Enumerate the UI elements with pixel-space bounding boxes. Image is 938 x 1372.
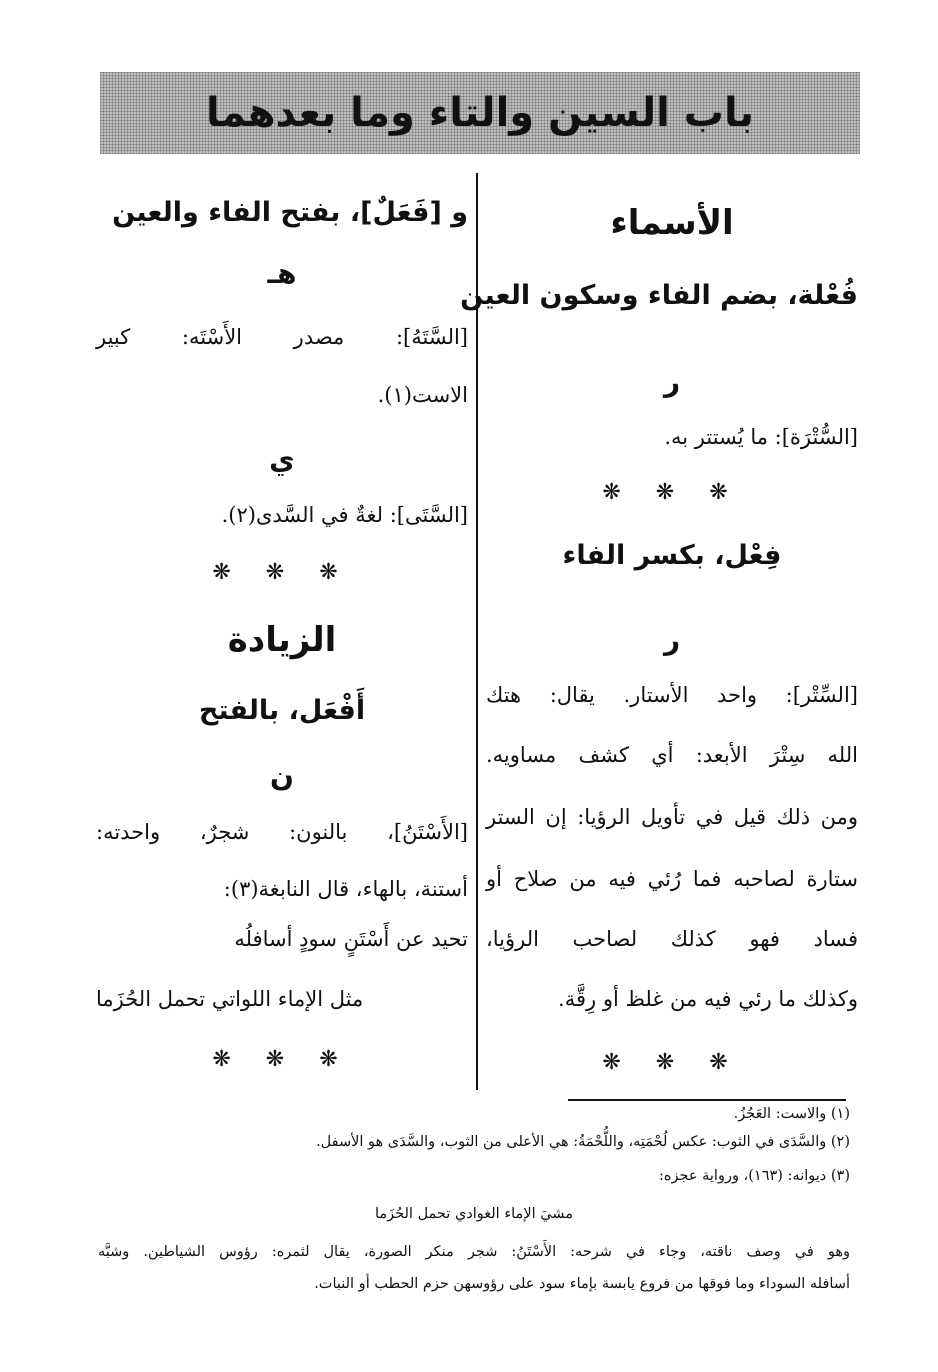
- verse-line: مثل الإماء اللواتي تحمل الحُزَما: [96, 987, 364, 1011]
- letter-heading-ra-1: ر: [663, 365, 681, 398]
- footnote-1: (١) والاست: العَجُزُ.: [733, 1106, 850, 1122]
- footnote-3-commentary: وهو في وصف ناقته، وجاء في شرحه: الأَسْتَنُ: شجر منكر الصورة، يقال لثمره: رؤوس الشياطين. وشبَّه: [98, 1244, 850, 1260]
- verse-line: تحيد عن أَسْتَنٍ سودٍ أسافلُه: [234, 927, 468, 951]
- entry-sitr-line: فساد فهو كذلك لصاحب الرؤيا،: [486, 927, 858, 951]
- footnote-3: (٣) ديوانه: (١٦٣)، ورواية عجزه:: [659, 1168, 850, 1184]
- entry-sata: [السَّتَى]: لغةٌ في السَّدى(٢).: [221, 503, 468, 527]
- letter-heading-nun: ن: [270, 760, 294, 793]
- pattern-heading-afal: أَفْعَل، بالفتح: [198, 695, 366, 726]
- pattern-heading-fula: فُعْلة، بضم الفاء وسكون العين: [460, 280, 858, 311]
- entry-astan-line: [الأَسْتَنُ]، بالنون: شجرٌ، واحدته:: [96, 820, 468, 844]
- separator-stars-3: ❋ ❋ ❋: [212, 560, 352, 585]
- separator-stars-2: ❋ ❋ ❋: [602, 1050, 742, 1075]
- chapter-title: باب السين والتاء وما بعدهما: [205, 90, 754, 136]
- letter-heading-ya: ي: [269, 443, 295, 476]
- entry-sitr-line: وكذلك ما رئي فيه من غلظ أو رِقَّة.: [558, 987, 858, 1011]
- pattern-heading-fil: فِعْل، بكسر الفاء: [562, 540, 782, 571]
- section-title-asma: الأسماء: [610, 203, 734, 243]
- separator-stars-4: ❋ ❋ ❋: [212, 1047, 352, 1072]
- footnote-2: (٢) والسَّدَى في الثوب: عكس لُحْمَتِه، واللُّحْمَةُ: هي الأعلى من الثوب، والسَّدَى هو الأسفل.: [316, 1134, 850, 1150]
- footnote-3-verse: مشيَ الإماء الغوادي تحمل الحُزَما: [374, 1206, 574, 1222]
- footnote-rule: [568, 1099, 846, 1101]
- section-title-ziyada: الزيادة: [227, 620, 337, 660]
- footnote-3-commentary: أسافله السوداء وما فوقها من فروع يابسة بإماء سود على رؤوسهن حزم الحطب أو النبات.: [314, 1276, 850, 1292]
- entry-sitr-line: [السِّتْر]: واحد الأستار. يقال: هتك: [486, 683, 858, 707]
- entry-sitr-line: ستارة لصاحبه فما رُئي فيه من صلاح أو: [486, 867, 858, 891]
- chapter-header-band: [100, 72, 860, 154]
- separator-stars-1: ❋ ❋ ❋: [602, 480, 742, 505]
- pattern-heading-faal: و [فَعَلٌ]، بفتح الفاء والعين: [112, 197, 468, 228]
- letter-heading-ha: هـ: [267, 257, 297, 290]
- entry-sataha-line: [السَّتَهُ]: مصدر الأَسْتَه: كبير: [96, 325, 468, 349]
- entry-astan-line: أستنة، بالهاء، قال النابغة(٣):: [223, 877, 468, 901]
- entry-sitr-line: ومن ذلك قيل في تأويل الرؤيا: إن الستر: [486, 805, 858, 829]
- entry-sitr-line: الله سِتْرَ الأبعد: أي كشف مساويه.: [486, 743, 858, 767]
- entry-sutra: [السُّتْرَة]: ما يُستتر به.: [664, 425, 858, 449]
- entry-sataha-line: الاست(١).: [377, 383, 468, 407]
- letter-heading-ra-2: ر: [663, 623, 681, 656]
